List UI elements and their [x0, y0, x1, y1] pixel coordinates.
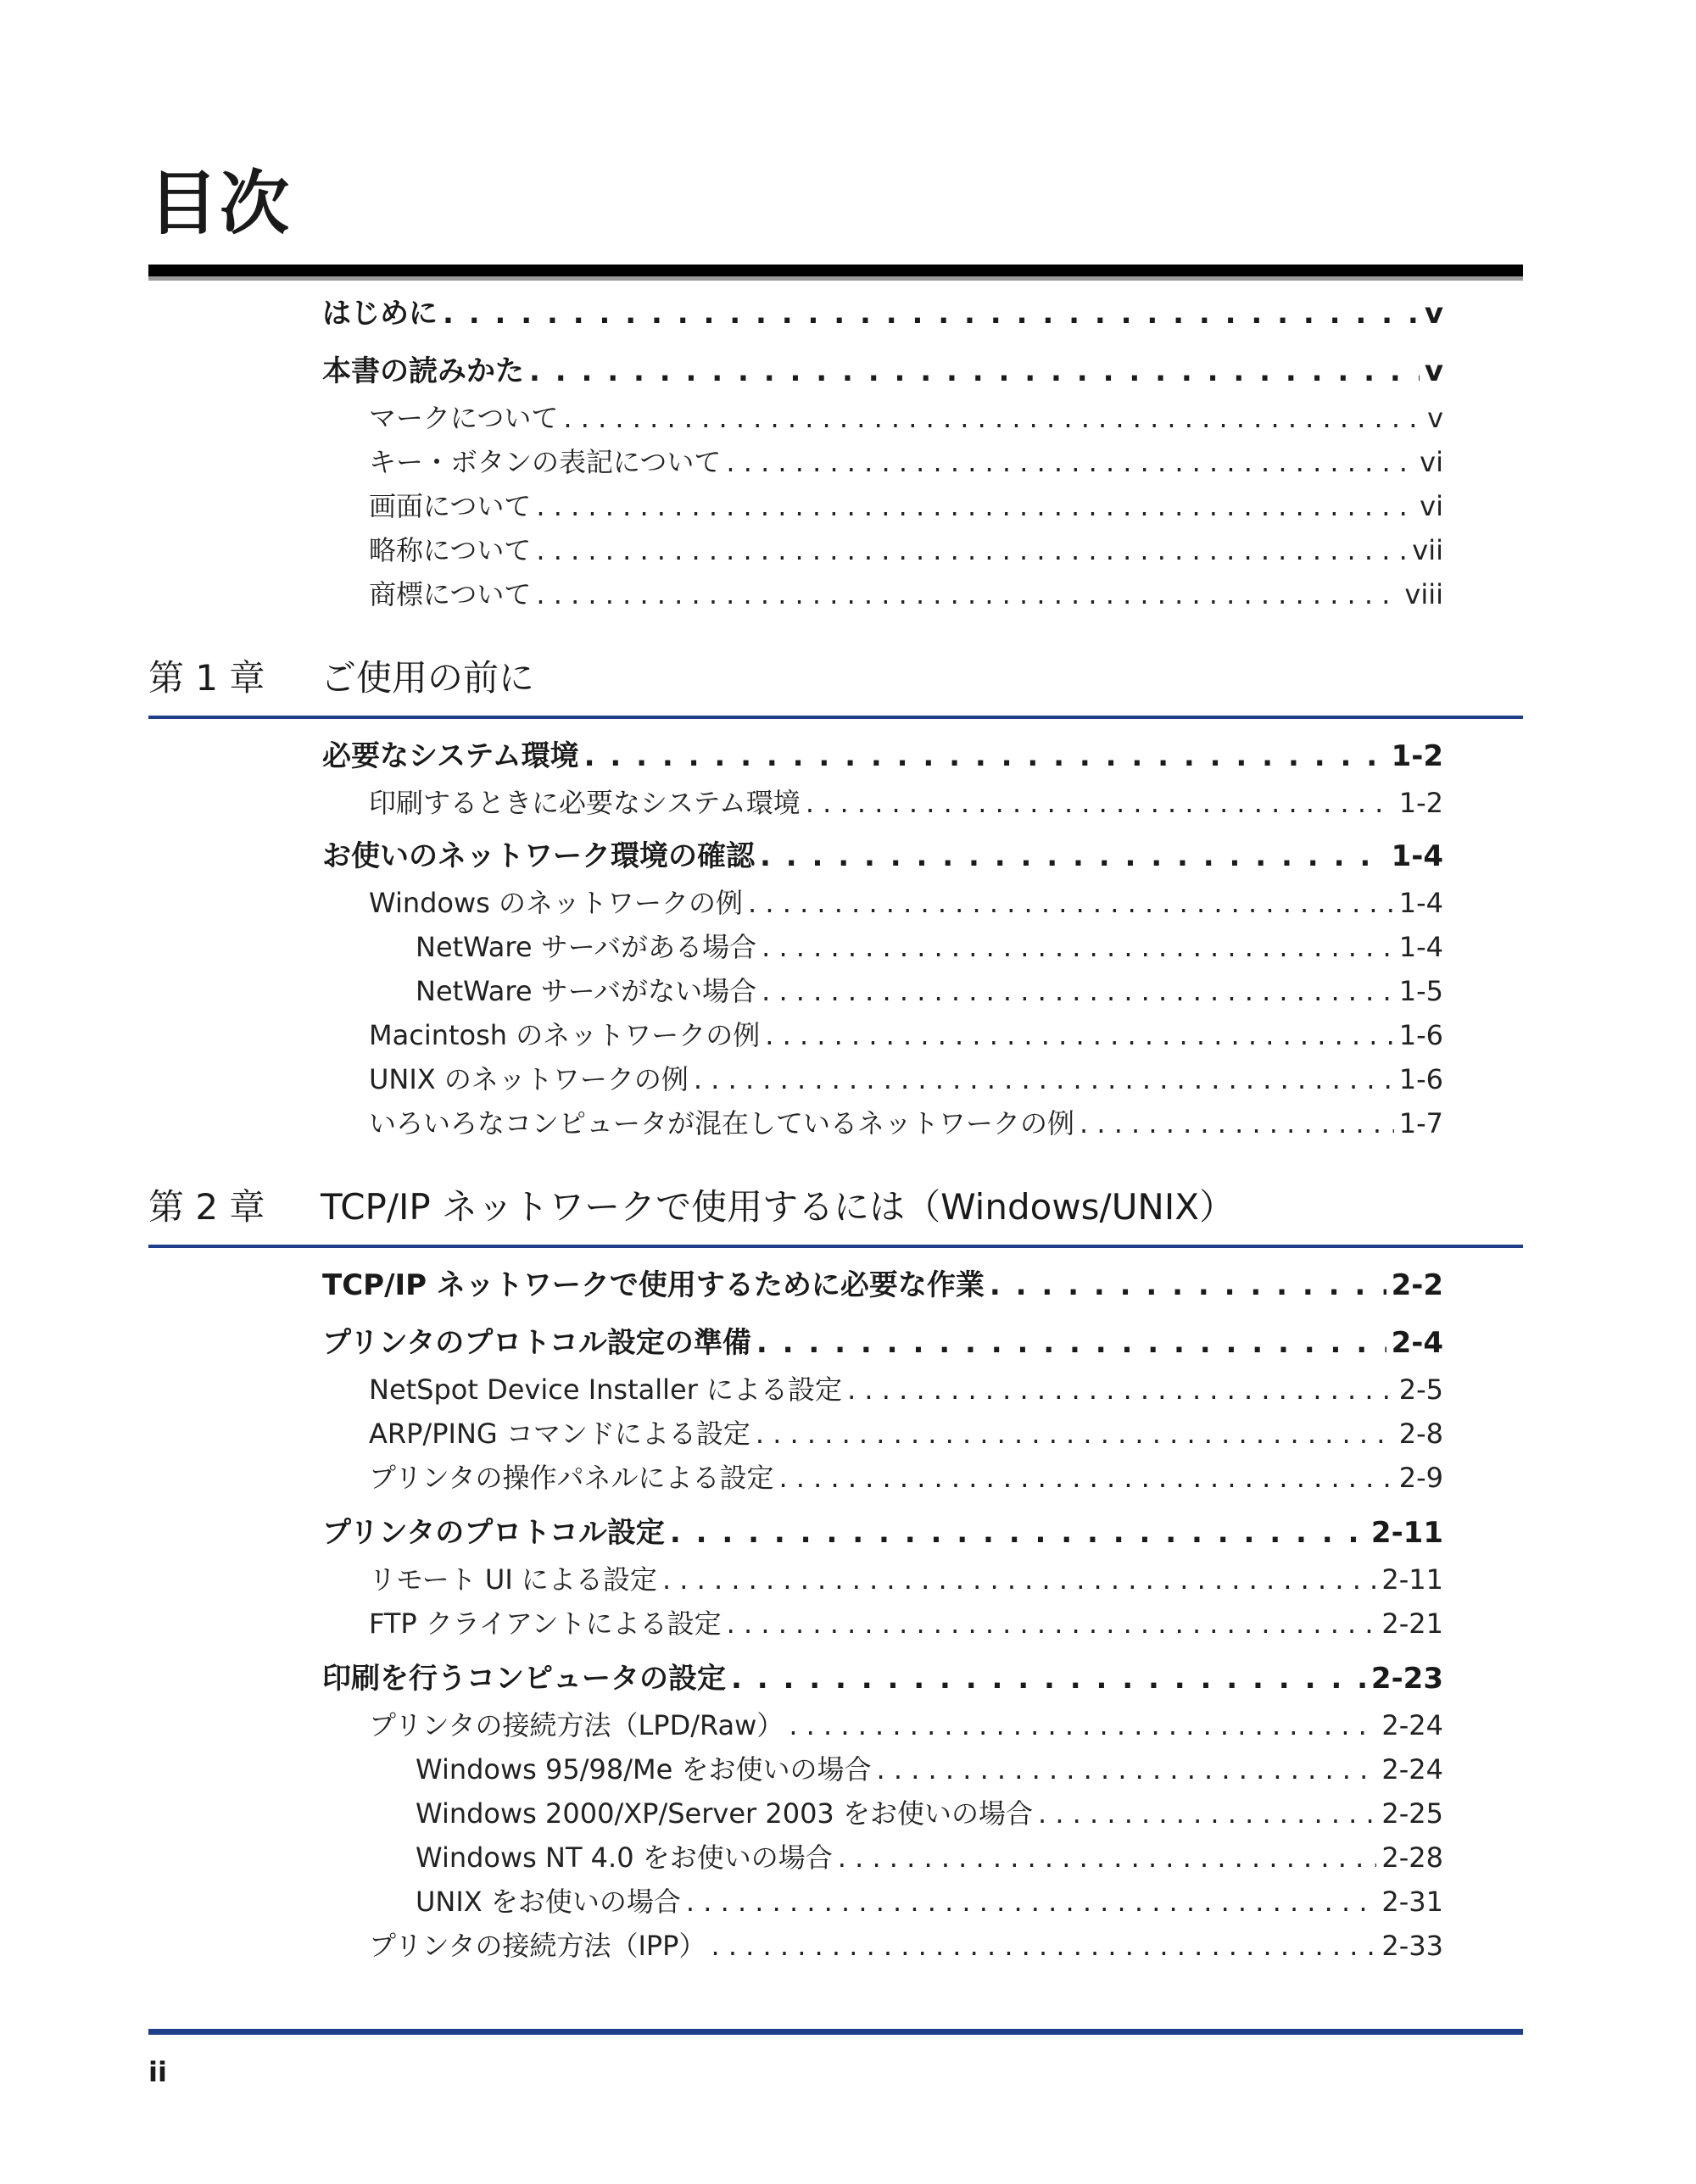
- toc-entry-page: 2-25: [1381, 1797, 1443, 1830]
- toc-entry[interactable]: [322, 738, 1443, 775]
- toc-entry-text: キー・ボタンの表記について: [369, 446, 722, 478]
- toc-entry-text: プリンタの接続方法（IPP）: [369, 1930, 706, 1962]
- toc-entry-text: 商標について: [369, 578, 532, 610]
- toc-entry[interactable]: [369, 1106, 1443, 1141]
- dot-leader: [694, 1061, 1394, 1097]
- toc-entry-text: 画面について: [369, 490, 532, 522]
- toc-entry-page: v: [1427, 402, 1443, 434]
- toc-entry-page: 1-2: [1391, 739, 1443, 773]
- toc-entry[interactable]: [369, 1061, 1443, 1097]
- toc-entry[interactable]: [369, 1606, 1443, 1641]
- toc-entry-text: NetWare サーバがある場合: [416, 931, 757, 963]
- toc-entry[interactable]: [416, 929, 1443, 965]
- dot-leader: [443, 295, 1420, 332]
- toc-entry-page: 2-31: [1381, 1886, 1443, 1918]
- toc-entry[interactable]: [369, 785, 1443, 821]
- toc-entry-text: プリンタの接続方法（LPD/Raw）: [369, 1709, 784, 1741]
- toc-entry-text: リモート UI による設定: [369, 1563, 657, 1596]
- toc-entry-page: 2-21: [1381, 1607, 1443, 1640]
- toc-entry-text: プリンタのプロトコル設定: [322, 1516, 665, 1550]
- toc-entry[interactable]: [322, 838, 1443, 875]
- toc-entry-text: Windows 2000/XP/Server 2003 をお使いの場合: [416, 1797, 1033, 1830]
- dot-leader: [686, 1884, 1376, 1919]
- toc-entry[interactable]: [322, 353, 1443, 390]
- dot-leader: [806, 785, 1394, 821]
- toc-entry[interactable]: [369, 1708, 1443, 1743]
- toc-entry-text: 略称について: [369, 534, 532, 566]
- toc-entry-text: プリンタの操作パネルによる設定: [369, 1462, 774, 1494]
- toc-entry-page: 2-9: [1398, 1462, 1443, 1494]
- toc-entry[interactable]: [369, 1372, 1443, 1407]
- toc-entry-page: 2-28: [1381, 1841, 1443, 1874]
- toc-entry-page: 2-5: [1398, 1373, 1443, 1406]
- toc-entry[interactable]: [322, 1660, 1443, 1697]
- toc-entry-page: vi: [1420, 490, 1443, 522]
- chapter-label: 第 1 章: [148, 657, 265, 699]
- dot-leader: [1080, 1106, 1394, 1141]
- toc-entry[interactable]: [416, 1840, 1443, 1875]
- toc-entry-text: 印刷を行うコンピュータの設定: [322, 1662, 726, 1696]
- toc-entry-page: 1-4: [1391, 839, 1443, 873]
- toc-entry[interactable]: [369, 1460, 1443, 1496]
- toc-entry[interactable]: [416, 973, 1443, 1009]
- toc-entry[interactable]: [322, 1267, 1443, 1304]
- title-rule-shadow: [148, 276, 1523, 281]
- toc-entry-page: 2-23: [1370, 1662, 1443, 1696]
- toc-entry-text: 印刷するときに必要なシステム環境: [369, 787, 801, 819]
- toc-entry-text: UNIX のネットワークの例: [369, 1063, 689, 1095]
- toc-entry[interactable]: [322, 1514, 1443, 1552]
- toc-entry-text: はじめに: [322, 297, 438, 331]
- toc-entry-page: 1-6: [1398, 1019, 1443, 1051]
- toc-entry-page: 1-2: [1398, 787, 1443, 819]
- toc-entry-page: 2-24: [1381, 1709, 1443, 1741]
- dot-leader: [847, 1372, 1394, 1407]
- toc-entry[interactable]: [369, 1416, 1443, 1451]
- toc-entry-text: Macintosh のネットワークの例: [369, 1019, 761, 1051]
- toc-entry[interactable]: [369, 488, 1443, 524]
- toc-entry-page: vi: [1420, 446, 1443, 478]
- dot-leader: [563, 400, 1422, 436]
- toc-entry-page: vii: [1412, 534, 1443, 566]
- toc-entry-text: お使いのネットワーク環境の確認: [322, 839, 755, 873]
- dot-leader: [756, 1324, 1386, 1362]
- toc-entry-text: Windows NT 4.0 をお使いの場合: [416, 1841, 833, 1874]
- toc-entry[interactable]: [322, 295, 1443, 332]
- chapter-rule: [148, 716, 1523, 719]
- toc-entry[interactable]: [369, 400, 1443, 436]
- toc-entry-text: 本書の読みかた: [322, 354, 524, 388]
- chapter-title: TCP/IP ネットワークで使用するには（Windows/UNIX）: [321, 1186, 1236, 1228]
- toc-entry-page: viii: [1404, 578, 1443, 610]
- toc-entry[interactable]: [369, 885, 1443, 921]
- dot-leader: [584, 738, 1386, 775]
- dot-leader: [990, 1267, 1386, 1304]
- page-number: ii: [148, 2056, 167, 2088]
- dot-leader: [536, 532, 1407, 568]
- toc-entry[interactable]: [369, 1017, 1443, 1053]
- dot-leader: [727, 1606, 1377, 1641]
- toc-entry-text: Windows のネットワークの例: [369, 887, 744, 919]
- toc-entry[interactable]: [369, 1562, 1443, 1597]
- dot-leader: [838, 1840, 1377, 1875]
- toc-entry[interactable]: [369, 577, 1443, 612]
- toc-entry[interactable]: [369, 444, 1443, 480]
- dot-leader: [536, 488, 1414, 524]
- toc-entry-text: UNIX をお使いの場合: [416, 1886, 681, 1918]
- toc-entry-page: v: [1424, 354, 1443, 388]
- dot-leader: [762, 929, 1394, 965]
- dot-leader: [765, 1017, 1393, 1053]
- toc-entry-text: FTP クライアントによる設定: [369, 1607, 722, 1640]
- dot-leader: [762, 973, 1394, 1009]
- toc-entry-page: 1-6: [1398, 1063, 1443, 1095]
- toc-entry-text: TCP/IP ネットワークで使用するために必要な作業: [322, 1268, 985, 1302]
- dot-leader: [711, 1928, 1376, 1964]
- chapter-label: 第 2 章: [148, 1186, 265, 1228]
- dot-leader: [726, 444, 1414, 480]
- toc-entry-page: 2-2: [1391, 1268, 1443, 1302]
- toc-entry[interactable]: [322, 1324, 1443, 1362]
- toc-entry-page: 2-24: [1381, 1753, 1443, 1786]
- toc-entry-page: 1-4: [1398, 931, 1443, 963]
- toc-entry[interactable]: [369, 532, 1443, 568]
- dot-leader: [748, 885, 1394, 921]
- toc-entry-page: 2-11: [1381, 1563, 1443, 1596]
- chapter-title: ご使用の前に: [321, 657, 535, 699]
- dot-leader: [662, 1562, 1376, 1597]
- dot-leader: [536, 577, 1399, 612]
- toc-entry-text: Windows 95/98/Me をお使いの場合: [416, 1753, 872, 1786]
- page-title: 目次: [148, 164, 292, 244]
- dot-leader: [778, 1460, 1393, 1496]
- toc-entry-text: マークについて: [369, 402, 559, 434]
- dot-leader: [760, 838, 1386, 875]
- toc-entry[interactable]: [416, 1884, 1443, 1919]
- toc-entry-page: 2-8: [1398, 1418, 1443, 1450]
- toc-entry-page: v: [1424, 297, 1443, 331]
- toc-entry[interactable]: [369, 1928, 1443, 1964]
- toc-entry-page: 1-7: [1398, 1107, 1443, 1139]
- dot-leader: [877, 1752, 1377, 1787]
- toc-entry[interactable]: [416, 1796, 1443, 1831]
- toc-entry-page: 1-4: [1398, 887, 1443, 919]
- toc-entry[interactable]: [416, 1752, 1443, 1787]
- toc-entry-text: 必要なシステム環境: [322, 739, 579, 773]
- toc-entry-text: いろいろなコンピュータが混在しているネットワークの例: [369, 1107, 1075, 1139]
- toc-entry-text: NetWare サーバがない場合: [416, 975, 757, 1007]
- toc-entry-page: 2-4: [1391, 1326, 1443, 1360]
- toc-entry-text: NetSpot Device Installer による設定: [369, 1373, 843, 1406]
- toc-entry-page: 2-33: [1381, 1930, 1443, 1962]
- chapter-rule: [148, 1245, 1523, 1248]
- toc-entry-text: プリンタのプロトコル設定の準備: [322, 1326, 751, 1360]
- dot-leader: [670, 1514, 1366, 1552]
- toc-entry-page: 1-5: [1398, 975, 1443, 1007]
- dot-leader: [756, 1416, 1394, 1451]
- dot-leader: [789, 1708, 1376, 1743]
- toc-entry-text: ARP/PING コマンドによる設定: [369, 1418, 750, 1450]
- dot-leader: [731, 1660, 1366, 1697]
- dot-leader: [1038, 1796, 1376, 1831]
- footer-rule: [148, 2029, 1523, 2035]
- toc-entry-page: 2-11: [1370, 1516, 1443, 1550]
- title-rule: [148, 265, 1523, 276]
- dot-leader: [529, 353, 1420, 390]
